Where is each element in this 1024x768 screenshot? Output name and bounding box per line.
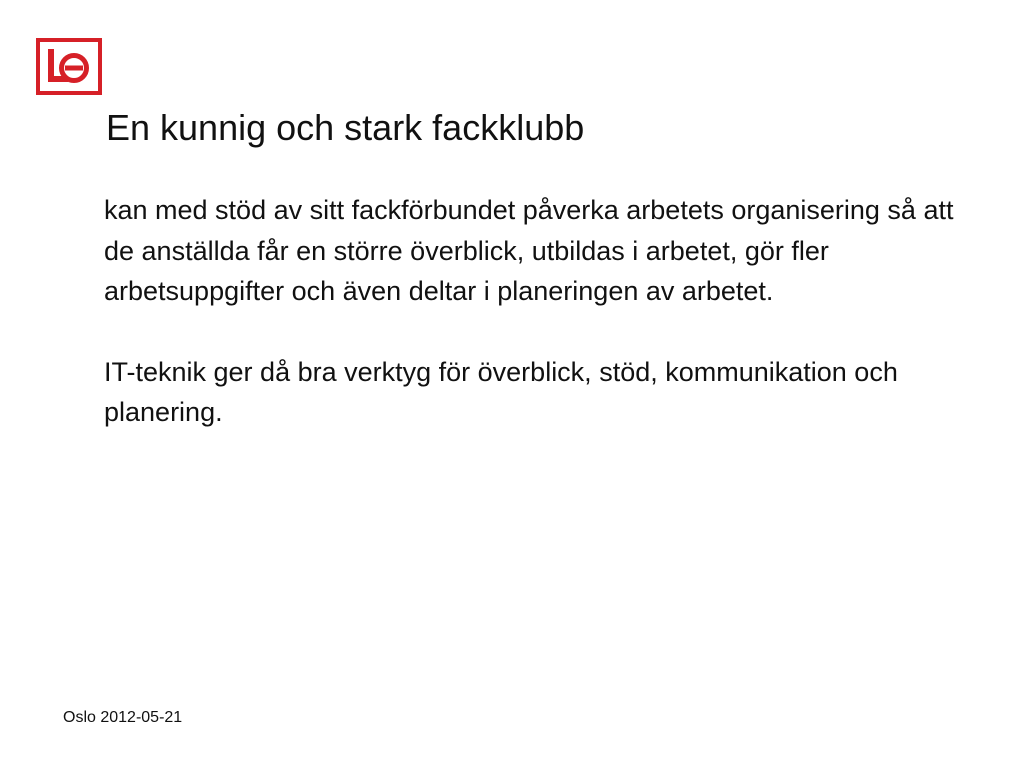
body-paragraph-1: kan med stöd av sitt fackförbundet påverka arbetets organisering så att de anställda får en större överblick, utbildas i arbetet, gör fler arbetsuppgifter och även deltar i planeringen av arbetet. bbox=[104, 195, 954, 306]
slide-body bbox=[104, 190, 984, 433]
slide-title: En kunnig och stark fackklubb bbox=[106, 107, 585, 148]
footer-date: Oslo 2012-05-21 bbox=[63, 709, 183, 726]
lo-logo bbox=[36, 38, 102, 95]
body-paragraph-2: IT-teknik ger då bra verktyg för överblick, stöd, kommunikation och planering. bbox=[104, 356, 898, 427]
